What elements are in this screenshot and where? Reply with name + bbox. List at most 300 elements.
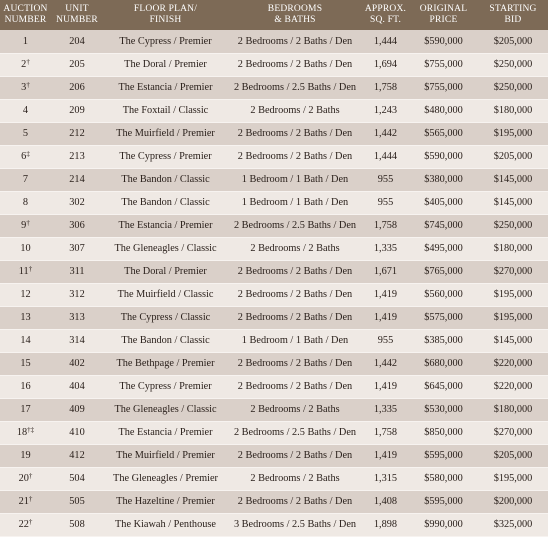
cell-bedrooms-baths xyxy=(228,237,362,260)
cell-starting-bid xyxy=(478,283,548,306)
cell-starting-bid-text: $250,000 xyxy=(493,220,533,231)
cell-unit-number-text: 306 xyxy=(69,220,85,231)
cell-starting-bid xyxy=(478,53,548,76)
table-row xyxy=(0,283,548,306)
cell-sq-ft-text: 1,408 xyxy=(373,496,398,507)
cell-sq-ft-text: 1,758 xyxy=(373,82,398,93)
cell-bedrooms-baths-text: 2 Bedrooms / 2 Baths / Den xyxy=(237,128,353,139)
cell-starting-bid xyxy=(478,375,548,398)
table-row xyxy=(0,352,548,375)
cell-starting-bid-text: $180,000 xyxy=(493,404,533,415)
cell-bedrooms-baths-text: 2 Bedrooms / 2 Baths / Den xyxy=(237,59,353,70)
cell-auction-number-text: 11 xyxy=(18,266,29,277)
cell-original-price-text: $595,000 xyxy=(424,450,463,461)
cell-auction-number-text: 15 xyxy=(20,358,31,369)
cell-unit-number xyxy=(51,444,103,467)
cell-sq-ft-text: 1,419 xyxy=(373,289,398,300)
cell-sq-ft xyxy=(362,444,409,467)
cell-bedrooms-baths xyxy=(228,467,362,490)
cell-bedrooms-baths xyxy=(228,145,362,168)
cell-original-price xyxy=(409,214,478,237)
cell-sq-ft-text: 1,671 xyxy=(373,266,398,277)
cell-bedrooms-baths-text: 1 Bedroom / 1 Bath / Den xyxy=(241,174,349,185)
cell-auction-number xyxy=(0,145,51,168)
cell-floor-plan xyxy=(103,191,228,214)
cell-original-price-text: $495,000 xyxy=(424,243,463,254)
cell-floor-plan xyxy=(103,76,228,99)
cell-unit-number-text: 206 xyxy=(69,82,85,93)
header-floor-plan-finish: FLOOR PLAN/ FINISH xyxy=(133,4,198,25)
cell-unit-number-text: 410 xyxy=(69,427,85,438)
cell-original-price-text: $850,000 xyxy=(424,427,463,438)
cell-auction-number xyxy=(0,490,51,513)
cell-unit-number xyxy=(51,214,103,237)
cell-bedrooms-baths xyxy=(228,421,362,444)
cell-auction-number-text: 6 xyxy=(21,151,27,162)
cell-bedrooms-baths xyxy=(228,30,362,53)
cell-floor-plan-text: The Muirfield / Premier xyxy=(116,450,215,461)
cell-floor-plan xyxy=(103,283,228,306)
table-row xyxy=(0,237,548,260)
header-bedrooms-baths: BEDROOMS & BATHS xyxy=(267,4,323,25)
cell-original-price xyxy=(409,30,478,53)
cell-floor-plan xyxy=(103,421,228,444)
cell-sq-ft xyxy=(362,306,409,329)
cell-auction-number-text: 21 xyxy=(18,496,29,507)
cell-sq-ft-text: 1,419 xyxy=(373,450,398,461)
cell-unit-number xyxy=(51,53,103,76)
cell-unit-number-text: 504 xyxy=(69,473,85,484)
cell-sq-ft xyxy=(362,168,409,191)
cell-original-price xyxy=(409,237,478,260)
cell-floor-plan-text: The Cypress / Premier xyxy=(119,151,212,162)
cell-floor-plan-text: The Cypress / Classic xyxy=(120,312,211,323)
cell-sq-ft-text: 1,758 xyxy=(373,427,398,438)
table-row xyxy=(0,76,548,99)
cell-unit-number-text: 209 xyxy=(69,105,85,116)
cell-sq-ft-text: 1,419 xyxy=(373,381,398,392)
cell-auction-number xyxy=(0,237,51,260)
cell-auction-number-text: 20 xyxy=(18,473,29,484)
cell-floor-plan-text: The Estancia / Premier xyxy=(118,82,213,93)
cell-original-price xyxy=(409,444,478,467)
cell-sq-ft-text: 1,444 xyxy=(373,151,398,162)
cell-unit-number-text: 312 xyxy=(69,289,85,300)
cell-bedrooms-baths xyxy=(228,398,362,421)
table-row xyxy=(0,306,548,329)
footnote-mark: † xyxy=(28,495,33,503)
cell-floor-plan-text: The Muirfield / Classic xyxy=(117,289,214,300)
cell-bedrooms-baths xyxy=(228,306,362,329)
cell-auction-number-text: 9 xyxy=(21,220,27,231)
cell-unit-number-text: 205 xyxy=(69,59,85,70)
cell-unit-number xyxy=(51,306,103,329)
cell-starting-bid-text: $220,000 xyxy=(493,381,533,392)
cell-bedrooms-baths-text: 2 Bedrooms / 2.5 Baths / Den xyxy=(233,82,357,93)
cell-bedrooms-baths xyxy=(228,53,362,76)
cell-floor-plan-text: The Hazeltine / Premier xyxy=(116,496,215,507)
cell-floor-plan-text: The Muirfield / Premier xyxy=(116,128,215,139)
cell-sq-ft-text: 1,335 xyxy=(373,404,398,415)
cell-starting-bid xyxy=(478,191,548,214)
cell-bedrooms-baths-text: 2 Bedrooms / 2 Baths xyxy=(250,404,340,415)
cell-auction-number-text: 22 xyxy=(18,519,29,530)
cell-starting-bid xyxy=(478,76,548,99)
footnote-mark: † xyxy=(26,58,30,66)
cell-starting-bid-text: $195,000 xyxy=(493,473,533,484)
cell-auction-number-text: 3 xyxy=(21,82,27,93)
cell-starting-bid xyxy=(478,168,548,191)
cell-bedrooms-baths-text: 2 Bedrooms / 2.5 Baths / Den xyxy=(233,220,357,231)
cell-original-price xyxy=(409,191,478,214)
cell-auction-number xyxy=(0,283,51,306)
cell-sq-ft-text: 1,419 xyxy=(373,312,398,323)
table-row xyxy=(0,260,548,283)
cell-auction-number xyxy=(0,375,51,398)
cell-floor-plan-text: The Gleneagles / Premier xyxy=(113,473,218,484)
header-auction-number: AUCTION NUMBER xyxy=(3,4,48,25)
cell-sq-ft xyxy=(362,283,409,306)
cell-starting-bid-text: $180,000 xyxy=(493,105,533,116)
cell-bedrooms-baths xyxy=(228,490,362,513)
cell-floor-plan xyxy=(103,329,228,352)
cell-floor-plan xyxy=(103,352,228,375)
cell-floor-plan xyxy=(103,122,228,145)
table-row xyxy=(0,53,548,76)
cell-original-price-text: $745,000 xyxy=(424,220,463,231)
cell-unit-number xyxy=(51,467,103,490)
cell-unit-number xyxy=(51,99,103,122)
cell-original-price xyxy=(409,421,478,444)
cell-original-price xyxy=(409,283,478,306)
table-row xyxy=(0,99,548,122)
cell-sq-ft-text: 955 xyxy=(377,335,394,346)
cell-unit-number-text: 505 xyxy=(69,496,85,507)
cell-bedrooms-baths xyxy=(228,99,362,122)
cell-bedrooms-baths-text: 2 Bedrooms / 2 Baths / Den xyxy=(237,151,353,162)
cell-sq-ft xyxy=(362,237,409,260)
cell-starting-bid xyxy=(478,145,548,168)
cell-auction-number-text: 19 xyxy=(20,450,31,461)
cell-starting-bid xyxy=(478,99,548,122)
cell-original-price xyxy=(409,145,478,168)
cell-original-price xyxy=(409,329,478,352)
cell-starting-bid xyxy=(478,467,548,490)
cell-starting-bid-text: $145,000 xyxy=(493,197,533,208)
cell-original-price-text: $765,000 xyxy=(424,266,463,277)
cell-sq-ft xyxy=(362,99,409,122)
cell-auction-number xyxy=(0,99,51,122)
cell-auction-number-text: 7 xyxy=(22,174,29,185)
cell-unit-number xyxy=(51,30,103,53)
cell-starting-bid-text: $325,000 xyxy=(493,519,533,530)
cell-unit-number-text: 314 xyxy=(69,335,85,346)
cell-starting-bid xyxy=(478,30,548,53)
cell-starting-bid-text: $195,000 xyxy=(493,128,533,139)
cell-sq-ft-text: 1,694 xyxy=(373,59,398,70)
cell-sq-ft xyxy=(362,352,409,375)
cell-bedrooms-baths-text: 2 Bedrooms / 2 Baths / Den xyxy=(237,496,353,507)
cell-bedrooms-baths-text: 2 Bedrooms / 2 Baths xyxy=(250,243,340,254)
cell-auction-number xyxy=(0,421,51,444)
table-row xyxy=(0,398,548,421)
cell-auction-number-text: 1 xyxy=(22,35,29,47)
cell-sq-ft xyxy=(362,30,409,53)
cell-original-price-text: $755,000 xyxy=(424,82,463,93)
cell-unit-number-text: 307 xyxy=(69,243,85,254)
footnote-mark: † xyxy=(28,265,33,273)
table-row xyxy=(0,421,548,444)
cell-unit-number xyxy=(51,237,103,260)
table-header xyxy=(0,0,548,30)
cell-floor-plan-text: The Gleneagles / Classic xyxy=(114,243,217,254)
cell-floor-plan xyxy=(103,490,228,513)
cell-unit-number-text: 404 xyxy=(69,381,85,392)
cell-starting-bid-text: $205,000 xyxy=(493,151,533,162)
cell-bedrooms-baths-text: 2 Bedrooms / 2 Baths xyxy=(250,473,340,484)
footnote-mark: † xyxy=(26,219,30,227)
cell-floor-plan-text: The Doral / Premier xyxy=(124,59,207,70)
cell-original-price xyxy=(409,306,478,329)
cell-original-price-text: $480,000 xyxy=(424,105,463,116)
cell-unit-number xyxy=(51,260,103,283)
cell-unit-number-text: 302 xyxy=(69,197,85,208)
cell-original-price-text: $680,000 xyxy=(424,358,463,369)
cell-floor-plan-text: The Foxtail / Classic xyxy=(122,105,209,116)
cell-sq-ft-text: 1,243 xyxy=(373,105,398,116)
footnote-mark: † xyxy=(28,472,33,480)
cell-unit-number xyxy=(51,145,103,168)
cell-original-price-text: $385,000 xyxy=(424,335,463,346)
table-row xyxy=(0,191,548,214)
cell-auction-number-text: 14 xyxy=(20,335,31,346)
cell-original-price-text: $405,000 xyxy=(424,197,463,208)
cell-floor-plan xyxy=(103,168,228,191)
cell-floor-plan-text: The Bandon / Classic xyxy=(121,197,210,208)
cell-floor-plan xyxy=(103,306,228,329)
cell-bedrooms-baths xyxy=(228,352,362,375)
cell-bedrooms-baths xyxy=(228,260,362,283)
cell-auction-number xyxy=(0,53,51,76)
footnote-mark: † xyxy=(28,518,33,526)
cell-original-price-text: $990,000 xyxy=(424,519,463,530)
cell-bedrooms-baths-text: 1 Bedroom / 1 Bath / Den xyxy=(241,197,349,208)
table-row xyxy=(0,329,548,352)
header-unit-number: UNIT NUMBER xyxy=(56,4,98,25)
cell-bedrooms-baths xyxy=(228,122,362,145)
header-row xyxy=(0,0,548,30)
cell-starting-bid xyxy=(478,122,548,145)
cell-sq-ft-text: 1,335 xyxy=(373,243,398,254)
cell-starting-bid-text: $250,000 xyxy=(493,59,533,70)
cell-unit-number-text: 214 xyxy=(69,174,85,185)
cell-unit-number xyxy=(51,375,103,398)
cell-unit-number xyxy=(51,352,103,375)
cell-bedrooms-baths xyxy=(228,329,362,352)
footnote-mark: ‡ xyxy=(26,150,30,158)
table-row xyxy=(0,145,548,168)
cell-floor-plan xyxy=(103,99,228,122)
cell-floor-plan-text: The Kiawah / Penthouse xyxy=(115,519,216,530)
cell-starting-bid xyxy=(478,490,548,513)
cell-starting-bid-text: $205,000 xyxy=(493,450,533,461)
cell-auction-number-text: 13 xyxy=(20,312,31,323)
cell-floor-plan xyxy=(103,467,228,490)
cell-floor-plan xyxy=(103,444,228,467)
cell-unit-number-text: 212 xyxy=(69,128,85,139)
cell-bedrooms-baths-text: 2 Bedrooms / 2 Baths / Den xyxy=(237,266,353,277)
cell-sq-ft-text: 1,758 xyxy=(373,220,398,231)
cell-original-price xyxy=(409,260,478,283)
cell-starting-bid-text: $145,000 xyxy=(493,335,533,346)
cell-original-price-text: $755,000 xyxy=(424,59,463,70)
cell-auction-number-text: 16 xyxy=(20,381,31,392)
cell-sq-ft xyxy=(362,398,409,421)
cell-auction-number xyxy=(0,122,51,145)
cell-floor-plan-text: The Cypress / Premier xyxy=(119,381,212,392)
cell-auction-number xyxy=(0,76,51,99)
cell-original-price-text: $590,000 xyxy=(424,35,463,47)
cell-original-price-text: $590,000 xyxy=(424,151,463,162)
cell-unit-number xyxy=(51,168,103,191)
cell-auction-number xyxy=(0,329,51,352)
cell-sq-ft xyxy=(362,375,409,398)
cell-floor-plan xyxy=(103,237,228,260)
cell-starting-bid-text: $270,000 xyxy=(493,427,533,438)
cell-original-price xyxy=(409,168,478,191)
cell-starting-bid xyxy=(478,306,548,329)
cell-starting-bid-text: $205,000 xyxy=(493,35,533,47)
cell-auction-number xyxy=(0,168,51,191)
cell-original-price-text: $595,000 xyxy=(424,496,463,507)
cell-unit-number-text: 508 xyxy=(69,519,85,530)
cell-unit-number xyxy=(51,122,103,145)
footnote-mark: † xyxy=(26,81,30,89)
cell-floor-plan-text: The Bandon / Classic xyxy=(121,174,210,185)
cell-floor-plan xyxy=(103,398,228,421)
cell-floor-plan xyxy=(103,53,228,76)
cell-unit-number-text: 412 xyxy=(69,450,85,461)
cell-floor-plan xyxy=(103,145,228,168)
cell-auction-number xyxy=(0,30,51,53)
cell-starting-bid xyxy=(478,237,548,260)
cell-auction-number-text: 8 xyxy=(22,197,29,208)
cell-sq-ft xyxy=(362,490,409,513)
cell-original-price xyxy=(409,375,478,398)
cell-floor-plan-text: The Bethpage / Premier xyxy=(116,358,215,369)
cell-sq-ft xyxy=(362,467,409,490)
table-row xyxy=(0,375,548,398)
cell-unit-number xyxy=(51,398,103,421)
cell-original-price-text: $580,000 xyxy=(424,473,463,484)
cell-starting-bid xyxy=(478,329,548,352)
cell-auction-number xyxy=(0,260,51,283)
cell-auction-number-text: 18 xyxy=(16,427,28,438)
cell-unit-number xyxy=(51,329,103,352)
cell-original-price-text: $560,000 xyxy=(424,289,463,300)
table-body xyxy=(0,30,548,536)
cell-sq-ft-text: 1,442 xyxy=(373,128,398,139)
cell-auction-number xyxy=(0,191,51,214)
cell-auction-number-text: 17 xyxy=(20,404,31,415)
cell-floor-plan-text: The Doral / Premier xyxy=(124,266,207,277)
cell-sq-ft xyxy=(362,260,409,283)
cell-bedrooms-baths-text: 2 Bedrooms / 2 Baths / Den xyxy=(237,450,353,461)
table-row xyxy=(0,444,548,467)
table-row xyxy=(0,168,548,191)
cell-unit-number xyxy=(51,283,103,306)
cell-auction-number-text: 12 xyxy=(20,289,31,300)
cell-starting-bid-text: $220,000 xyxy=(493,358,533,369)
cell-bedrooms-baths-text: 2 Bedrooms / 2 Baths xyxy=(250,105,340,116)
cell-bedrooms-baths xyxy=(228,76,362,99)
cell-sq-ft xyxy=(362,214,409,237)
cell-starting-bid-text: $195,000 xyxy=(493,289,533,300)
cell-original-price xyxy=(409,398,478,421)
cell-sq-ft-text: 1,442 xyxy=(373,358,398,369)
cell-bedrooms-baths xyxy=(228,375,362,398)
cell-bedrooms-baths-text: 2 Bedrooms / 2 Baths / Den xyxy=(237,312,353,323)
cell-unit-number-text: 213 xyxy=(69,151,85,162)
cell-unit-number-text: 204 xyxy=(69,35,85,47)
cell-bedrooms-baths xyxy=(228,283,362,306)
cell-original-price xyxy=(409,99,478,122)
header-original-price: ORIGINAL PRICE xyxy=(419,4,468,25)
cell-unit-number-text: 402 xyxy=(69,358,85,369)
cell-unit-number-text: 409 xyxy=(69,404,85,415)
cell-bedrooms-baths-text: 1 Bedroom / 1 Bath / Den xyxy=(241,335,349,346)
cell-starting-bid-text: $145,000 xyxy=(493,174,533,185)
cell-original-price xyxy=(409,53,478,76)
cell-original-price-text: $530,000 xyxy=(424,404,463,415)
cell-bedrooms-baths xyxy=(228,168,362,191)
cell-sq-ft xyxy=(362,421,409,444)
cell-sq-ft-text: 1,315 xyxy=(373,473,398,484)
cell-sq-ft xyxy=(362,191,409,214)
cell-bedrooms-baths-text: 2 Bedrooms / 2 Baths / Den xyxy=(237,358,353,369)
cell-original-price xyxy=(409,122,478,145)
cell-unit-number xyxy=(51,421,103,444)
cell-auction-number xyxy=(0,352,51,375)
cell-bedrooms-baths-text: 2 Bedrooms / 2 Baths / Den xyxy=(237,35,353,47)
cell-unit-number xyxy=(51,490,103,513)
cell-bedrooms-baths-text: 3 Bedrooms / 2.5 Baths / Den xyxy=(233,519,357,530)
cell-floor-plan-text: The Cypress / Premier xyxy=(119,35,212,47)
table-row xyxy=(0,214,548,237)
cell-auction-number-text: 2 xyxy=(21,59,27,70)
cell-floor-plan-text: The Estancia / Premier xyxy=(118,220,213,231)
cell-sq-ft xyxy=(362,53,409,76)
cell-sq-ft-text: 955 xyxy=(377,174,394,185)
header-approx-sq-ft: APPROX. SQ. FT. xyxy=(364,4,407,25)
cell-bedrooms-baths xyxy=(228,191,362,214)
cell-starting-bid-text: $200,000 xyxy=(493,496,533,507)
cell-sq-ft xyxy=(362,145,409,168)
cell-auction-number-text: 5 xyxy=(22,128,29,139)
cell-bedrooms-baths-text: 2 Bedrooms / 2.5 Baths / Den xyxy=(233,427,357,438)
cell-unit-number xyxy=(51,76,103,99)
cell-starting-bid xyxy=(478,352,548,375)
cell-starting-bid-text: $270,000 xyxy=(493,266,533,277)
cell-auction-number-text: 4 xyxy=(22,105,29,116)
cell-bedrooms-baths xyxy=(228,444,362,467)
header-starting-bid: STARTING BID xyxy=(489,4,537,25)
cell-floor-plan xyxy=(103,375,228,398)
cell-starting-bid xyxy=(478,214,548,237)
cell-starting-bid-text: $250,000 xyxy=(493,82,533,93)
table-row xyxy=(0,122,548,145)
cell-original-price-text: $565,000 xyxy=(424,128,463,139)
